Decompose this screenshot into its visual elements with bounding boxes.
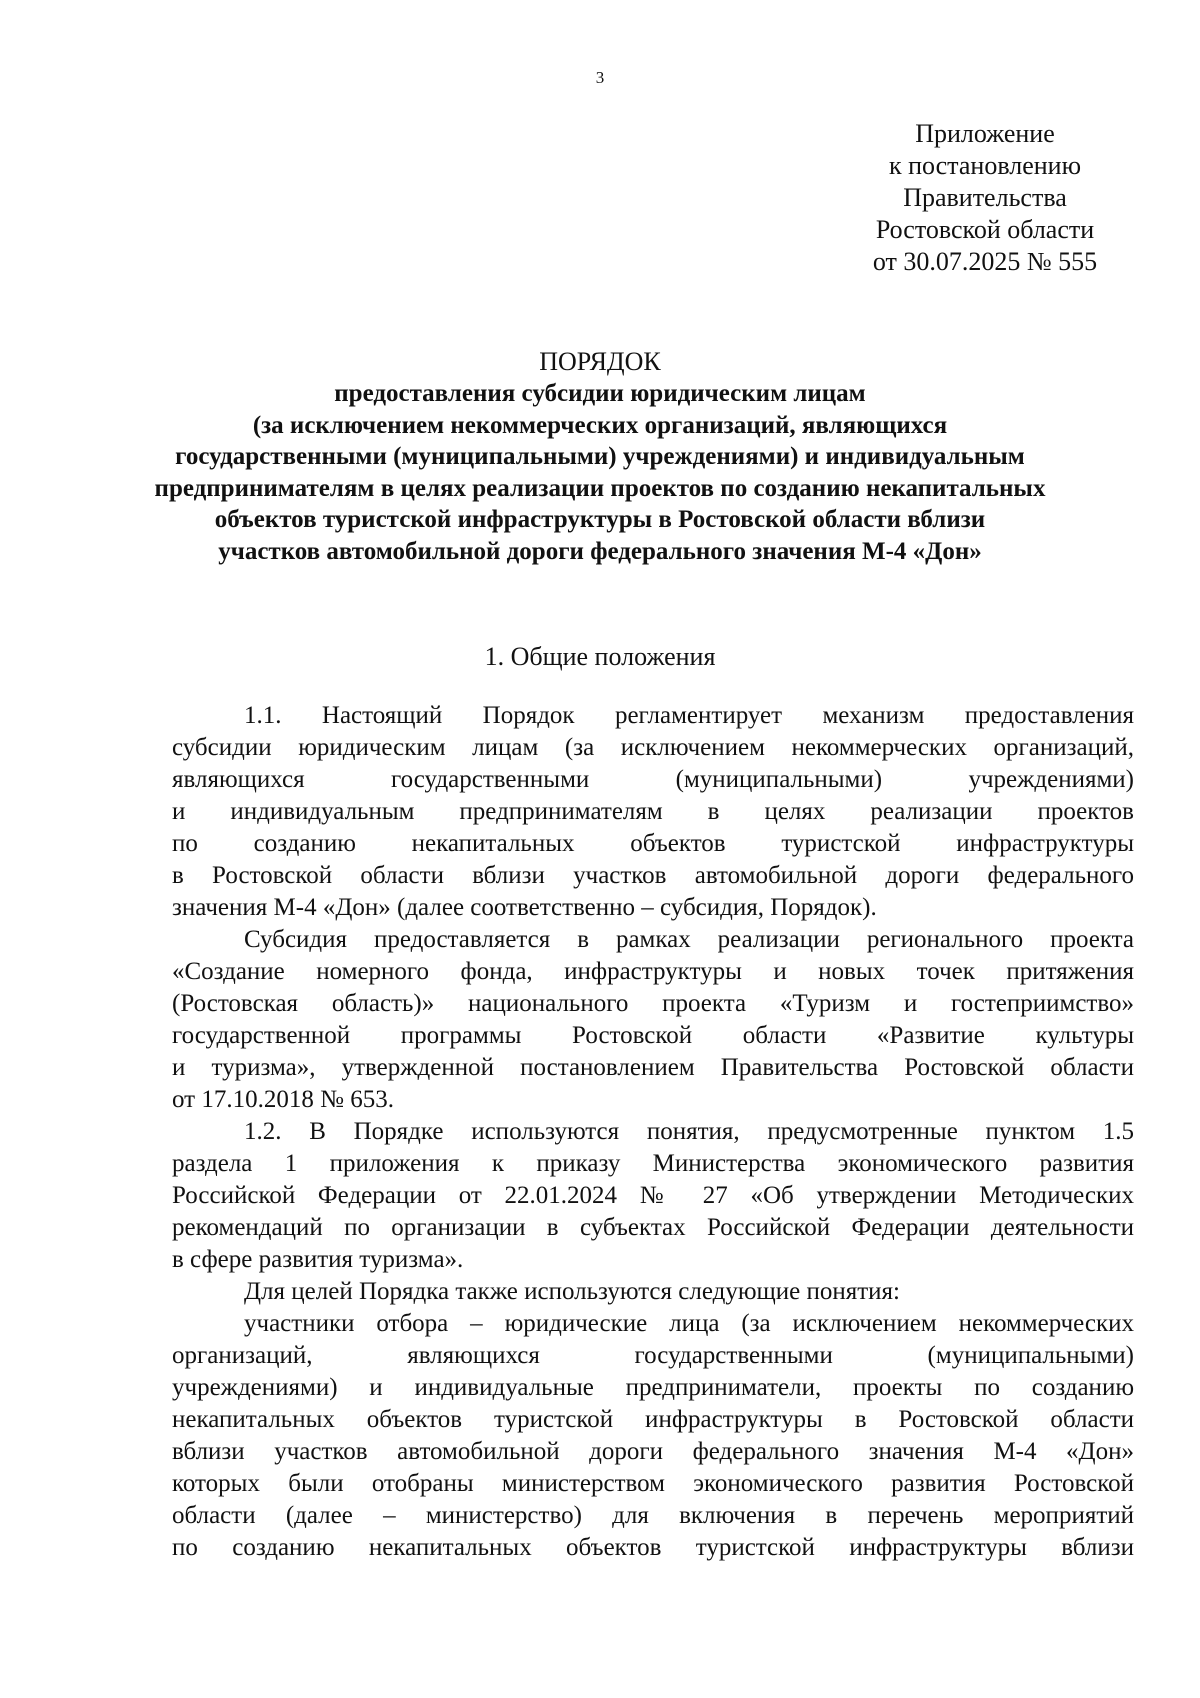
paragraph-line: и индивидуальным предпринимателям в целях реализации проектов <box>172 798 1134 825</box>
paragraph-line: в Ростовской области вблизи участков автомобильной дороги федерального <box>172 862 1134 889</box>
appendix-block <box>820 118 1150 278</box>
paragraph-line: вблизи участков автомобильной дороги федерального значения М-4 «Дон» <box>172 1438 1134 1465</box>
paragraph-line: (Ростовская область)» национального проекта «Туризм и гостеприимство» <box>172 990 1134 1017</box>
paragraph-line: субсидии юридическим лицам (за исключением некоммерческих организаций, <box>172 734 1134 761</box>
subtitle-line: государственными (муниципальными) учреждениями) и индивидуальным <box>175 443 1025 470</box>
paragraph <box>172 1308 1134 1564</box>
paragraph-line: раздела 1 приложения к приказу Министерства экономического развития <box>172 1150 1134 1177</box>
paragraph-line: Российской Федерации от 22.01.2024 № 27 «Об утверждении Методических <box>172 1182 1134 1209</box>
appendix-line: Приложение <box>915 119 1055 148</box>
paragraph-line: «Создание номерного фонда, инфраструктуры и новых точек притяжения <box>172 958 1134 985</box>
appendix-line: Ростовской области <box>875 215 1095 244</box>
paragraph <box>172 1116 1134 1276</box>
paragraph-line: 1.1. Настоящий Порядок регламентирует механизм предоставления <box>244 702 1134 729</box>
paragraph-line: государственной программы Ростовской области «Развитие культуры <box>172 1022 1134 1049</box>
appendix-line: от 30.07.2025 № 555 <box>872 247 1098 276</box>
appendix-line: Правительства <box>903 183 1067 212</box>
paragraph-line: области (далее – министерство) для включения в перечень мероприятий <box>172 1502 1134 1529</box>
document-heading <box>150 346 1050 567</box>
paragraph <box>172 1276 1134 1308</box>
page-number: 3 <box>595 68 605 87</box>
paragraph-line: и туризма», утвержденной постановлением Правительства Ростовской области <box>172 1054 1134 1081</box>
paragraph-line: 1.2. В Порядке используются понятия, предусмотренные пунктом 1.5 <box>244 1118 1134 1145</box>
paragraph-line: которых были отобраны министерством экономического развития Ростовской <box>172 1470 1134 1497</box>
paragraph-line: организаций, являющихся государственными (муниципальными) <box>172 1342 1134 1369</box>
subtitle-line: предоставления субсидии юридическим лицам <box>334 380 866 407</box>
subtitle-line: объектов туристской инфраструктуры в Ростовской области вблизи <box>214 506 986 533</box>
subtitle-line: предпринимателям в целях реализации проектов по созданию некапитальных <box>154 474 1046 502</box>
paragraph-line: от 17.10.2018 № 653. <box>172 1086 394 1113</box>
paragraph-line: Субсидия предоставляется в рамках реализации регионального проекта <box>244 926 1134 953</box>
paragraph <box>172 700 1134 924</box>
paragraph-line: участники отбора – юридические лица (за исключением некоммерческих <box>244 1310 1134 1337</box>
document-title: ПОРЯДОК <box>539 347 661 376</box>
appendix-line: к постановлению <box>888 151 1082 180</box>
section-title: 1. Общие положения <box>484 642 716 671</box>
body-text <box>172 700 1134 1564</box>
paragraph-line: значения М-4 «Дон» (далее соответственно – субсидия, Порядок). <box>172 894 877 921</box>
paragraph-line: учреждениями) и индивидуальные предприниматели, проекты по созданию <box>172 1374 1134 1401</box>
document-subtitle <box>150 378 1050 567</box>
paragraph-line: в сфере развития туризма». <box>172 1246 464 1273</box>
paragraph-line: Для целей Порядка также используются следующие понятия: <box>244 1278 900 1305</box>
paragraph-line: рекомендаций по организации в субъектах Российской Федерации деятельности <box>172 1214 1134 1241</box>
paragraph-line: по созданию некапитальных объектов туристской инфраструктуры <box>172 830 1134 857</box>
paragraph <box>172 924 1134 1116</box>
paragraph-line: являющихся государственными (муниципальными) учреждениями) <box>172 766 1134 793</box>
subtitle-line: участков автомобильной дороги федерального значения М-4 «Дон» <box>218 537 982 565</box>
paragraph-line: по созданию некапитальных объектов туристской инфраструктуры вблизи <box>172 1534 1134 1561</box>
subtitle-line: (за исключением некоммерческих организаций, являющихся <box>252 411 948 439</box>
paragraph-line: некапитальных объектов туристской инфраструктуры в Ростовской области <box>172 1406 1134 1433</box>
